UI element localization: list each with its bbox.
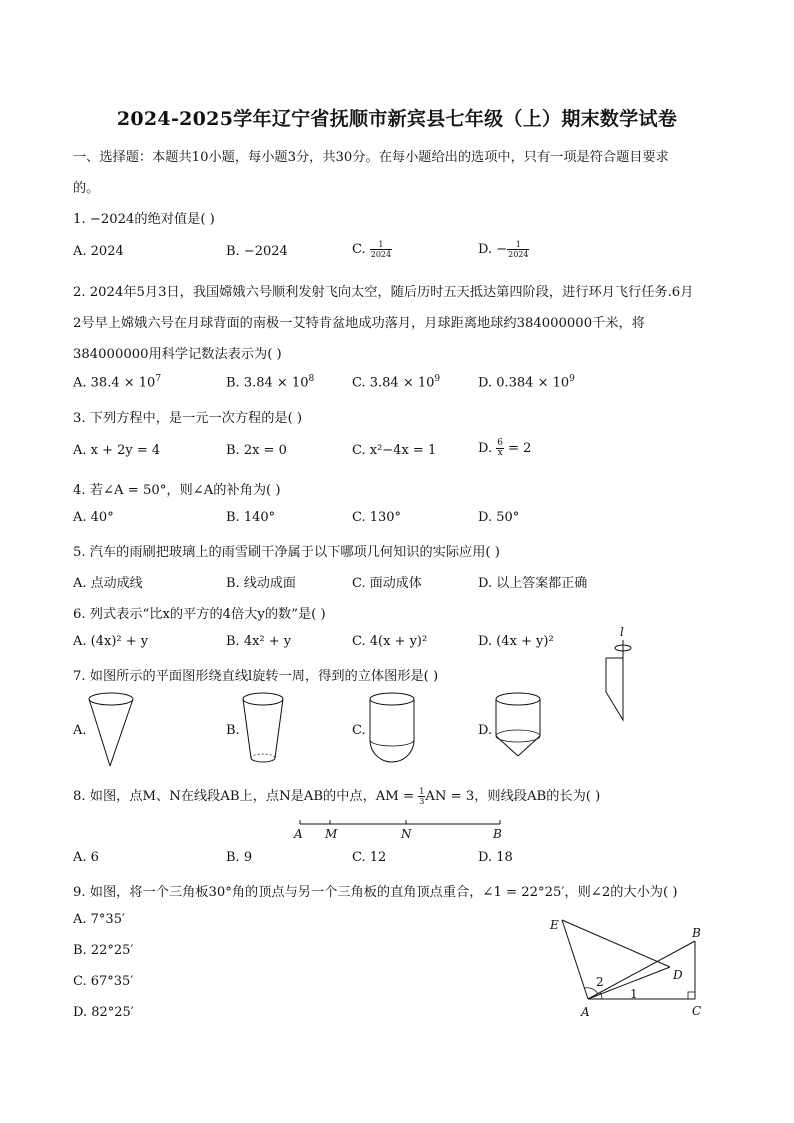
q7-option-b: B. [226,723,240,738]
q7-cylinder-hemisphere-figure [364,690,420,770]
q6-option-c: C. 4(x + y)² [352,634,428,649]
section-heading-line1: 一、选择题：本题共10小题，每小题3分，共30分。在每小题给出的选项中，只有一项是符合题目要求 [73,150,669,165]
q3-option-a: A. x + 2y = 4 [73,443,161,458]
q5-option-a: A. 点动成线 [73,576,143,591]
q8-stem: 8. 如图，点M、N在线段AB上，点N是AB的中点，AM = $\frac{1}{3}$ AN = 3，则线段AB的长为( ) [73,787,601,806]
q9-stem: 9. 如图，将一个三角板30°角的顶点与另一个三角板的直角顶点重合，∠1 = 22°25′，则∠2的大小为( ) [73,885,678,900]
q1-option-a: A. 2024 [73,244,124,259]
q2-option-c: C. $3.84 \times 10^9$ [352,374,441,391]
q2-stem-line3: 384000000用科学记数法表示为( ) [73,347,282,362]
point-b-label: B [493,827,502,841]
q7-option-a: A. [73,723,87,738]
q8-option-d: D. 18 [478,850,513,865]
q4-stem: 4. 若∠A = 50°，则∠A的补角为( ) [73,483,281,498]
q3-option-d: D. $\frac{6}{x}$ = 2 [478,438,532,458]
axis-label-l: l [620,625,624,639]
point-d-label: D [673,968,683,982]
q6-option-b: B. 4x² + y [226,634,292,649]
q3-option-c: C. x²−4x = 1 [352,443,437,458]
q1-option-d: D. − $\frac{1}{2024}$ [478,240,529,259]
q1-option-c: C. $\frac{1}{2024}$ [352,240,392,259]
q6-option-d: D. (4x + y)² [478,634,554,649]
q7-cone-figure [86,690,136,770]
q8-option-a: A. 6 [73,850,99,865]
q3-stem: 3. 下列方程中，是一元一次方程的是( ) [73,411,303,426]
q4-option-a: A. 40° [73,510,114,525]
point-c-label: C [692,1004,702,1018]
q5-option-c: C. 面动成体 [352,576,422,591]
q4-option-c: C. 130° [352,510,402,525]
q3-option-b: B. 2x = 0 [226,443,287,458]
q2-option-b: B. $3.84 \times 10^8$ [226,374,315,391]
point-a-label: A [581,1005,590,1019]
point-a-label: A [294,827,303,841]
q2-stem-line2: 2号早上嫦娥六号在月球背面的南极一艾特肯盆地成功落月，月球距离地球约384000000千米，将 [73,316,645,331]
q9-triangle-figure [538,910,718,1025]
point-n-label: N [401,827,412,841]
q7-cylinder-cone-figure [490,690,546,770]
q7-option-c: C. [352,723,366,738]
q7-frustum-figure [238,690,288,770]
q4-option-b: B. 140° [226,510,276,525]
q2-option-d: D. $0.384 \times 10^9$ [478,374,575,391]
q2-stem-line1: 2. 2024年5月3日，我国嫦娥六号顺利发射飞向太空，随后历时五天抵达第四阶段，进行环月飞行任务.6月 [73,285,694,300]
q4-option-d: D. 50° [478,510,520,525]
q8-option-c: C. 12 [352,850,387,865]
point-b-label: B [692,926,701,940]
q6-option-a: A. (4x)² + y [73,634,149,649]
q1-option-b: B. −2024 [226,244,288,259]
q8-option-b: B. 9 [226,850,253,865]
angle-1-label: 1 [630,987,638,1001]
q8-segment-figure [290,815,510,845]
q9-option-d: D. 82°25′ [73,1005,134,1020]
page-title: 2024-2025学年辽宁省抚顺市新宾县七年级（上）期末数学试卷 [116,108,678,130]
q5-option-d: D. 以上答案都正确 [478,576,588,591]
angle-2-label: 2 [596,975,604,989]
q9-option-c: C. 67°35′ [73,974,134,989]
q2-option-a: A. $38.4 \times 10^7$ [73,374,162,391]
q1-stem: 1. −2024的绝对值是( ) [73,212,215,227]
q9-option-a: A. 7°35′ [73,912,125,927]
q5-option-b: B. 线动成面 [226,576,296,591]
q5-stem: 5. 汽车的雨刷把玻璃上的雨雪刷干净属于以下哪项几何知识的实际应用( ) [73,545,500,560]
point-m-label: M [325,827,338,841]
point-e-label: E [550,918,559,932]
q9-option-b: B. 22°25′ [73,943,134,958]
q7-stem: 7. 如图所示的平面图形绕直线l旋转一周，得到的立体图形是( ) [73,669,439,684]
q6-stem: 6. 列式表示“比x的平方的4倍大y的数”是( ) [73,607,326,622]
section-heading-line2: 的。 [73,181,100,196]
q7-option-d: D. [478,723,493,738]
plane-shape [606,658,623,720]
q7-rotation-figure [596,622,646,722]
